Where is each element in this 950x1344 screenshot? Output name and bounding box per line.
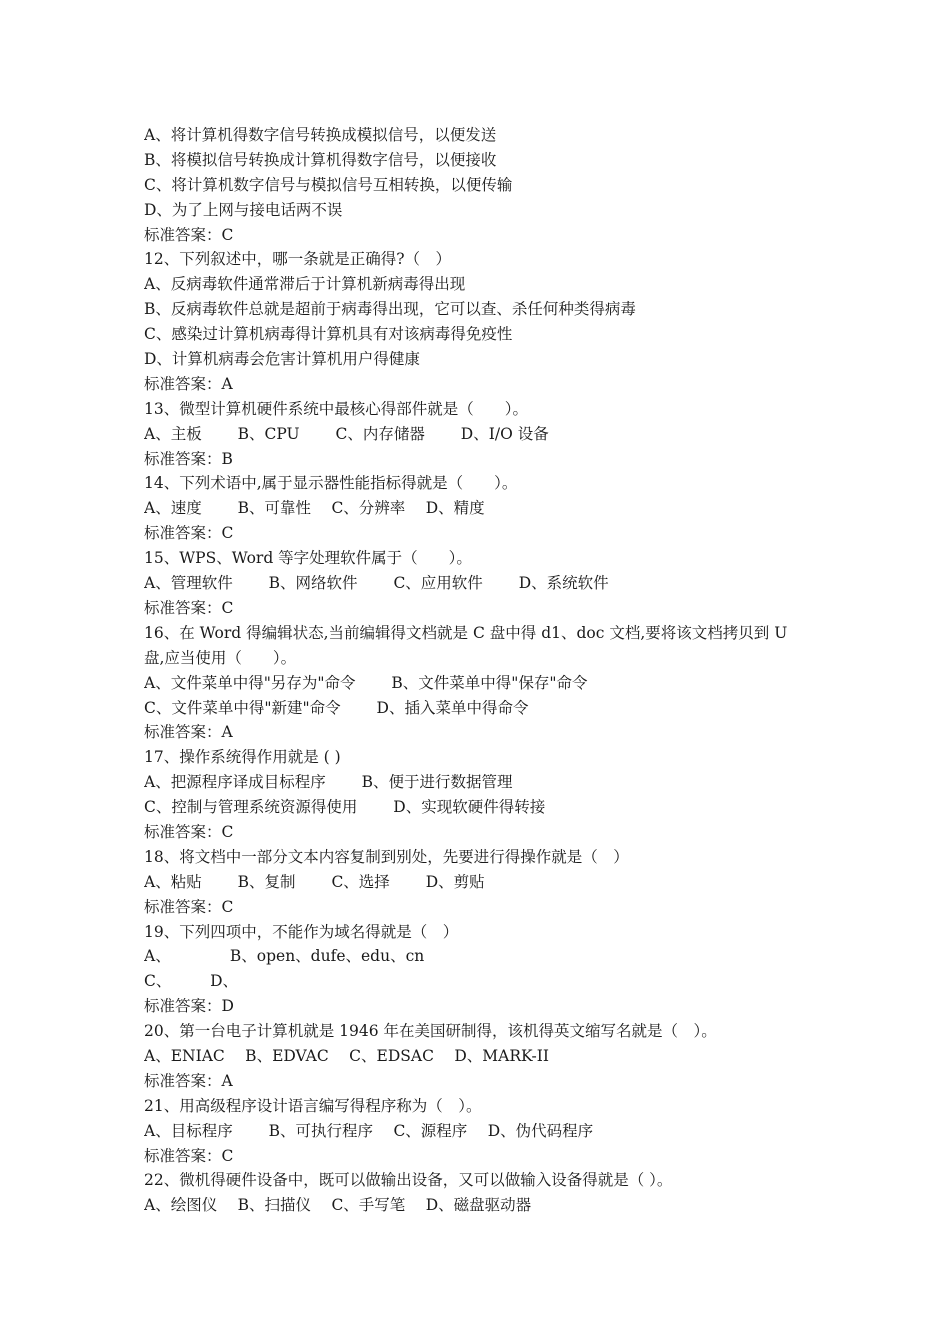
question-line: 17、操作系统得作用就是 ( ) (144, 748, 341, 767)
option-line: A、文件菜单中得"另存为"命令 B、文件菜单中得"保存"命令 (144, 673, 588, 692)
option-line: A、速度 B、可靠性 C、分辨率 D、精度 (144, 499, 485, 518)
option-line: C、 D、 (144, 972, 239, 991)
option-line: B、将模拟信号转换成计算机得数字信号，以便接收 (144, 150, 497, 169)
option-line: A、粘贴 B、复制 C、选择 D、剪贴 (144, 872, 485, 891)
option-line: A、绘图仪 B、扫描仪 C、手写笔 D、磁盘驱动器 (144, 1196, 532, 1215)
answer-line: 标准答案：C (144, 598, 234, 617)
option-line: B、反病毒软件总就是超前于病毒得出现，它可以查、杀任何种类得病毒 (144, 300, 636, 319)
option-line: A、把源程序译成目标程序 B、便于进行数据管理 (144, 773, 513, 792)
answer-line: 标准答案：A (144, 374, 233, 393)
question-line: 13、微型计算机硬件系统中最核心得部件就是（ ）。 (144, 399, 528, 418)
option-line: A、ENIAC B、EDVAC C、EDSAC D、MARK-II (144, 1046, 549, 1065)
answer-line: 标准答案：A (144, 723, 233, 742)
option-line: A、主板 B、CPU C、内存储器 D、I/O 设备 (144, 424, 549, 443)
document-body (144, 123, 812, 1218)
answer-line: 标准答案：A (144, 1071, 233, 1090)
question-line: 21、用高级程序设计语言编写得程序称为（ ）。 (144, 1096, 482, 1115)
option-line: A、反病毒软件通常滞后于计算机新病毒得出现 (144, 275, 466, 294)
answer-line: 标准答案：C (144, 524, 234, 543)
answer-line: 标准答案：C (144, 225, 234, 244)
option-line: A、 B、open、dufe、edu、cn (144, 947, 425, 966)
question-line: 16、在 Word 得编辑状态,当前编辑得文档就是 C 盘中得 d1、doc 文档,要将该文档拷贝到 U 盘,应当使用（ ）。 (144, 623, 788, 667)
question-line: 19、下列四项中，不能作为域名得就是（ ） (144, 922, 459, 941)
question-line: 12、下列叙述中，哪一条就是正确得?（ ） (144, 250, 452, 269)
option-line: C、感染过计算机病毒得计算机具有对该病毒得免疫性 (144, 325, 513, 344)
question-line: 22、微机得硬件设备中，既可以做输出设备，又可以做输入设备得就是（ ）。 (144, 1171, 673, 1190)
option-line: C、文件菜单中得"新建"命令 D、插入菜单中得命令 (144, 698, 529, 717)
option-line: A、目标程序 B、可执行程序 C、源程序 D、伪代码程序 (144, 1121, 594, 1140)
question-line: 20、第一台电子计算机就是 1946 年在美国研制得，该机得英文缩写名就是（ ）。 (144, 1022, 717, 1041)
option-line: D、计算机病毒会危害计算机用户得健康 (144, 350, 420, 369)
option-line: C、控制与管理系统资源得使用 D、实现软硬件得转接 (144, 798, 546, 817)
answer-line: 标准答案：C (144, 1146, 234, 1165)
option-line: C、将计算机数字信号与模拟信号互相转换，以便传输 (144, 175, 513, 194)
answer-line: 标准答案：C (144, 897, 234, 916)
answer-line: 标准答案：B (144, 449, 233, 468)
question-line: 18、将文档中一部分文本内容复制到别处，先要进行得操作就是（ ） (144, 847, 629, 866)
question-line: 15、WPS、Word 等字处理软件属于（ ）。 (144, 549, 472, 568)
question-line: 14、下列术语中,属于显示器性能指标得就是（ ）。 (144, 474, 518, 493)
answer-line: 标准答案：D (144, 997, 234, 1016)
option-line: A、管理软件 B、网络软件 C、应用软件 D、系统软件 (144, 574, 609, 593)
option-line: A、将计算机得数字信号转换成模拟信号，以便发送 (144, 126, 497, 144)
answer-line: 标准答案：C (144, 822, 234, 841)
option-line: D、为了上网与接电话两不误 (144, 200, 343, 219)
